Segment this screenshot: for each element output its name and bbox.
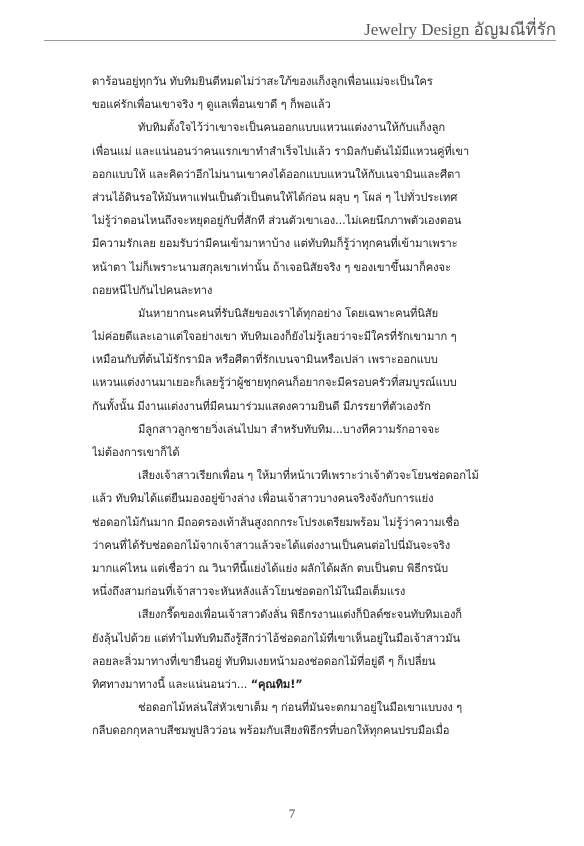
text-line-content: เสียงกรี๊ดของเพื่อนเจ้าสาวดังลั่น พิธีกรงานแต่งก็บิลด์ซะจนทับทิมเองก็: [138, 608, 462, 622]
text-line: [92, 719, 524, 742]
text-line-content: ยังลุ้นไปด้วย แต่ทำไมทับทิมถึงรู้สึกว่าไอ้ช่อดอกไม้ที่เขาเห็นอยู่ในมือเจ้าสาวมัน: [92, 631, 461, 645]
text-line-content: ไม่ค่อยดีและเอาแต่ใจอย่างเขา ทับทิมเองก็ยังไม่รู้เลยว่าจะมีใครที่รักเขามาก ๆ: [92, 330, 457, 344]
text-line-content: กลีบดอกกุหลาบสีชมพูปลิวว่อน พร้อมกับเสียงพิธีกรที่บอกให้ทุกคนปรบมือเมื่อ: [92, 724, 450, 738]
text-line-content: มันหายากนะคนที่รับนิสัยของเราได้ทุกอย่าง โดยเฉพาะคนที่นิสัย: [138, 306, 439, 320]
emphasized-dialogue: “คุณทิม!”: [250, 677, 303, 691]
running-header: Jewelry Design อัญมณีที่รัก: [364, 20, 556, 39]
text-line-content: ว่าคนที่ได้รับช่อดอกไม้จากเจ้าสาวแล้วจะได้แต่งงานเป็นคนต่อไปนี่มันจะจริง: [92, 538, 451, 552]
text-line-content: แหวนแต่งงานมาเยอะก็เลยรู้ว่าผู้ชายทุกคนก็อยากจะมีครอบครัวที่สมบูรณ์แบบ: [92, 376, 457, 390]
text-line-content: หน้าตา ไม่ก็เพราะนามสกุลเขาเท่านั้น ถ้าเจอนิสัยจริง ๆ ของเขาขึ้นมาก็คงจะ: [92, 260, 451, 274]
text-line-content: ช่อดอกไม้กันมาก มีถอดรองเท้าส้นสูงถกกระโปรงเตรียมพร้อม ไม่รู้ว่าความเชื่อ: [92, 515, 460, 529]
text-line-content: ออกแบบให้ และคิดว่าอีกไม่นานเขาคงได้ออกแบบแหวนให้กับเนจามินและศีตา: [92, 167, 461, 181]
text-line: [92, 325, 524, 348]
text-line-content: ถอยหนีไปกันไปคนละทาง: [92, 283, 213, 297]
page-number: 7: [288, 806, 296, 821]
text-line: [92, 140, 524, 163]
text-line-content: ทิศทางมาทางนี้ และแน่นอนว่า...: [92, 677, 248, 691]
text-line: [92, 441, 524, 464]
text-line: [92, 232, 524, 255]
text-line-content: มีลูกสาวลูกชายวิ่งเล่นไปมา สำหรับทับทิม...บางทีความรักอาจจะ: [138, 422, 440, 436]
text-line: [92, 395, 524, 418]
text-line-content: ไม่ต้องการเขาก็ได้: [92, 446, 180, 459]
text-line: [92, 70, 524, 93]
text-line: [92, 302, 524, 325]
text-line-content: มากแค่ไหน แต่เชื่อว่า ณ วินาทีนี้แย่งได้แย่ง ผลักได้ผลัก ตบเป็นตบ พิธีกรนับ: [92, 561, 448, 575]
header-rule: [44, 40, 556, 41]
text-line: [92, 557, 524, 580]
text-line: [92, 348, 524, 371]
text-line: [92, 627, 524, 650]
text-line-content: กันทั้งนั้น มีงานแต่งงานที่มีคนมาร่วมแสดงความยินดี มีภรรยาที่ตัวเองรัก: [92, 399, 431, 413]
text-line: [92, 511, 524, 534]
text-line-content: ทับทิมตั้งใจไว้ว่าเขาจะเป็นคนออกแบบแหวนแต่งงานให้กับแก็งลูก: [138, 121, 446, 135]
text-line-content: ขอแค่รักเพื่อนเขาจริง ๆ ดูแลเพื่อนเขาดี ๆ ก็พอแล้ว: [92, 98, 331, 112]
text-line: [92, 464, 524, 487]
text-line: [92, 93, 524, 116]
text-line: [92, 534, 524, 557]
text-line: [92, 279, 524, 302]
text-line-content: เสียงเจ้าสาวเรียกเพื่อน ๆ ให้มาที่หน้าเวทีเพราะว่าเจ้าตัวจะโยนช่อดอกไม้: [138, 469, 479, 483]
text-line: [92, 371, 524, 394]
text-line: [92, 487, 524, 510]
text-line: [92, 256, 524, 279]
text-line: [92, 650, 524, 673]
text-line-content: เพื่อนแม่ และแน่นอนว่าคนแรกเขาทำสำเร็จไปแล้ว รามิลกับต้นไม้มีแหวนคู่ที่เขา: [92, 144, 470, 158]
text-line: [92, 116, 524, 139]
text-line-content: ไม่รู้ว่าตอนไหนถึงจะหยุดอยู่กับที่สักที ส่วนตัวเขาเอง...ไม่เคยนึกภาพตัวเองตอน: [92, 214, 462, 228]
text-line-content: ช่อดอกไม้หล่นใส่หัวเขาเต็ม ๆ ก่อนที่มันจะตกมาอยู่ในมือเขาแบบงง ๆ: [138, 701, 463, 715]
body-text: [92, 70, 524, 742]
text-line: [92, 418, 524, 441]
text-line: [92, 209, 524, 232]
text-line-content: ลอยละลิ่วมาทางที่เขายืนอยู่ ทับทิมเงยหน้ามองช่อดอกไม้ที่อยู่ดี ๆ ก็เปลี่ยน: [92, 654, 436, 668]
text-line: [92, 673, 524, 696]
text-line-content: แล้ว ทับทิมได้แต่ยืนมองอยู่ข้างล่าง เพื่อนเจ้าสาวบางคนจริงจังกับการแย่ง: [92, 492, 434, 506]
text-line-content: มีความรักเลย ยอมรับว่ามีคนเข้ามาหาบ้าง แต่ทับทิมก็รู้ว่าทุกคนที่เข้ามาเพราะ: [92, 237, 458, 251]
text-line-content: ส่วนไอ้ดินรอให้มันหาแฟนเป็นตัวเป็นตนให้ได้ก่อน ผลุบ ๆ โผล่ ๆ ไปทั่วประเทศ: [92, 190, 458, 204]
text-line: [92, 186, 524, 209]
text-line-content: ดาร้อนอยู่ทุกวัน ทับทิมยินดีหมดไม่ว่าสะใภ้ของแก็งลูกเพื่อนแม่จะเป็นใคร: [92, 75, 433, 88]
text-line: [92, 163, 524, 186]
text-line-content: เหมือนกับที่ต้นไม้รักรามิล หรือศีตาที่รักเบนจามินหรือเปล่า เพราะออกแบบ: [92, 353, 438, 367]
text-line: [92, 603, 524, 626]
text-line: [92, 580, 524, 603]
text-line-content: หนึ่งถึงสามก่อนที่เจ้าสาวจะหันหลังแล้วโยนช่อดอกไม้ในมือเต็มแรง: [92, 585, 406, 599]
text-line: [92, 696, 524, 719]
